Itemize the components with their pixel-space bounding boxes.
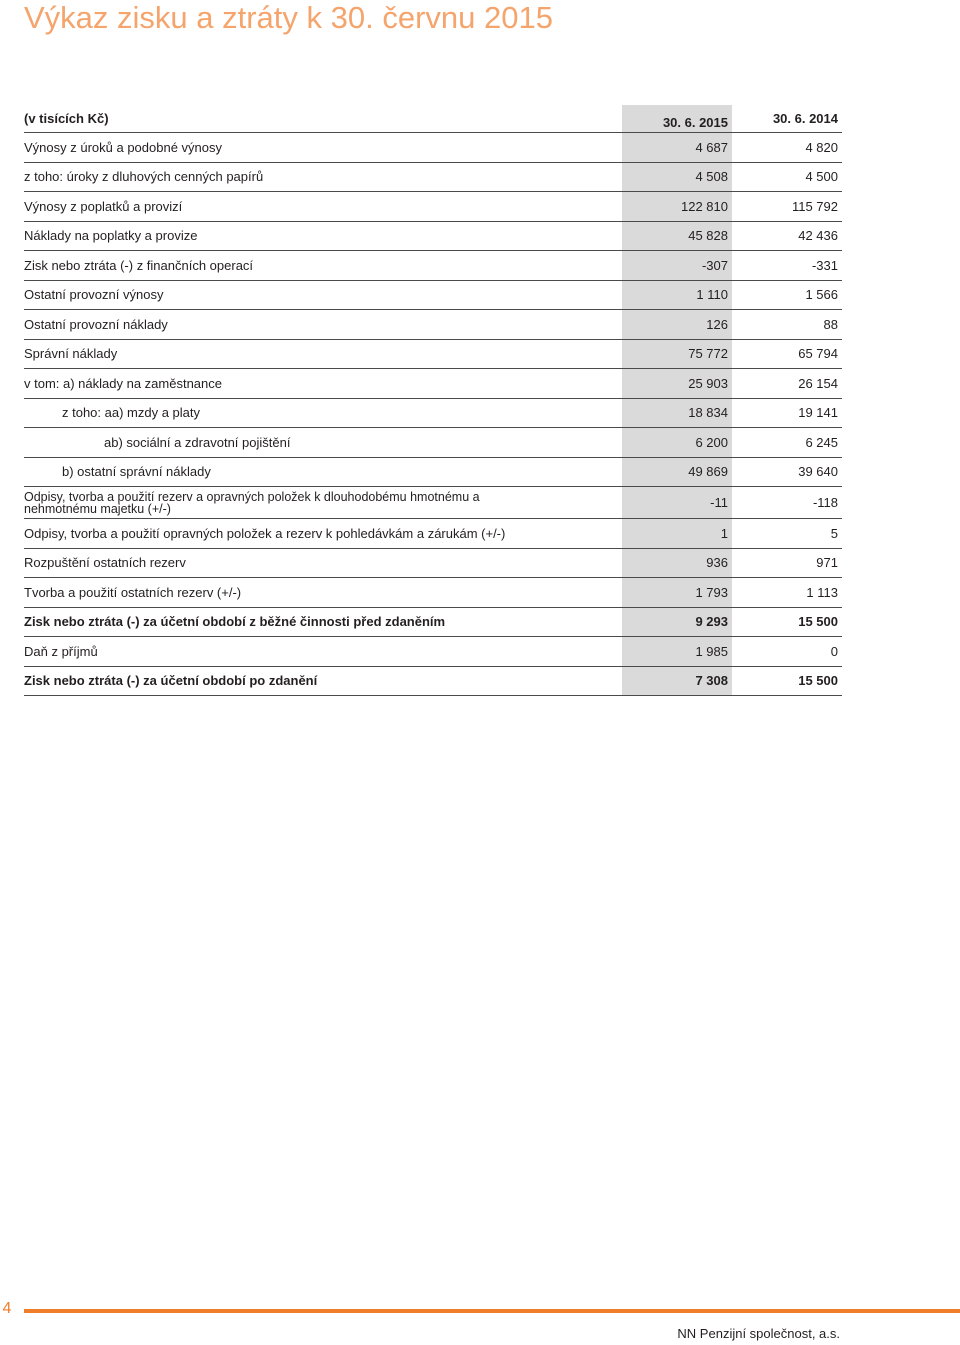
row-label: Ostatní provozní výnosy: [24, 287, 164, 303]
value-2014: 971: [816, 555, 838, 571]
value-2014: 15 500: [798, 614, 838, 630]
table-row: [24, 399, 842, 429]
value-2014: 115 792: [791, 198, 838, 214]
table-row: [24, 458, 842, 488]
row-label: Zisk nebo ztráta (-) za účetní období po zdanění: [24, 673, 318, 689]
value-2015: 7 308: [622, 667, 732, 696]
value-2015: 4 687: [622, 133, 732, 162]
row-label: z toho: aa) mzdy a platy: [62, 405, 201, 421]
value-2015: 6 200: [622, 428, 732, 457]
page-number: 4: [2, 1300, 12, 1317]
row-label: Zisk nebo ztráta (-) za účetní období z běžné činnosti před zdaněním: [24, 614, 446, 630]
row-label: z toho: úroky z dluhových cenných papírů: [24, 169, 264, 185]
row-label: Výnosy z úroků a podobné výnosy: [24, 139, 223, 155]
value-2015: 1 110: [622, 281, 732, 310]
table-row: [24, 340, 842, 370]
value-2015: 936: [622, 549, 732, 578]
page-title: Výkaz zisku a ztráty k 30. červnu 2015: [24, 0, 553, 35]
value-2015: 126: [622, 310, 732, 339]
column-header-2014: 30. 6. 2014: [772, 111, 838, 126]
row-label: v tom: a) náklady na zaměstnance: [24, 375, 222, 391]
table-row: [24, 549, 842, 579]
value-2014: 4 820: [805, 139, 838, 155]
income-statement-table: [24, 105, 842, 696]
row-label: Tvorba a použití ostatních rezerv (+/-): [24, 584, 242, 600]
row-label: Rozpuštění ostatních rezerv: [24, 555, 186, 571]
row-label: Zisk nebo ztráta (-) z finančních operací: [24, 257, 254, 273]
value-2014: 26 154: [798, 375, 838, 391]
value-2015: -307: [622, 251, 732, 280]
value-2014: 0: [830, 643, 838, 659]
value-2015: -11: [622, 487, 732, 518]
value-2014: 42 436: [798, 228, 838, 244]
value-2014: 6 245: [805, 434, 838, 450]
row-label: Daň z příjmů: [24, 643, 98, 659]
value-2015: 45 828: [622, 222, 732, 251]
table-row: [24, 369, 842, 399]
value-2014: 39 640: [798, 464, 838, 480]
value-2014: 65 794: [798, 346, 838, 362]
row-label: Správní náklady: [24, 346, 118, 362]
table-row: [24, 310, 842, 340]
row-label: b) ostatní správní náklady: [62, 464, 211, 480]
table-row: [24, 251, 842, 281]
value-2014: -118: [812, 495, 838, 510]
row-label: Odpisy, tvorba a použití opravných položek a rezerv k pohledávkám a zárukám (+/-): [24, 525, 506, 541]
table-row: [24, 133, 842, 163]
value-2014: 4 500: [805, 169, 838, 185]
table-row: [24, 487, 842, 519]
row-label: ab) sociální a zdravotní pojištění: [104, 434, 291, 450]
value-2014: 88: [823, 316, 838, 332]
value-2015: 122 810: [622, 192, 732, 221]
table-header-row: [24, 105, 842, 133]
table-row: [24, 428, 842, 458]
row-label: Výnosy z poplatků a provizí: [24, 198, 183, 214]
value-2014: 1 113: [806, 584, 838, 600]
value-2014: 5: [830, 525, 838, 541]
value-2015: 49 869: [622, 458, 732, 487]
value-2014: -331: [811, 257, 838, 273]
company-name: NN Penzijní společnost, a.s.: [677, 1326, 840, 1341]
table-row: [24, 519, 842, 549]
table-row-subtotal: [24, 608, 842, 638]
value-2015: 75 772: [622, 340, 732, 369]
value-2015: 1 985: [622, 637, 732, 666]
value-2015: 18 834: [622, 399, 732, 428]
row-label: Náklady na poplatky a provize: [24, 228, 198, 244]
column-header-2015: 30. 6. 2015: [622, 105, 732, 132]
table-row: [24, 578, 842, 608]
table-row: [24, 637, 842, 667]
unit-label: (v tisících Kč): [24, 111, 109, 126]
row-label: Ostatní provozní náklady: [24, 316, 168, 332]
value-2014: 1 566: [805, 287, 838, 303]
table-row: [24, 281, 842, 311]
value-2015: 4 508: [622, 163, 732, 192]
value-2014: 19 141: [798, 405, 838, 421]
value-2015: 25 903: [622, 369, 732, 398]
value-2015: 9 293: [622, 608, 732, 637]
table-row-total: [24, 667, 842, 697]
value-2014: 15 500: [798, 673, 838, 689]
table-row: [24, 222, 842, 252]
row-label: Odpisy, tvorba a použití rezerv a opravných položek k dlouhodobému hmotnému a nehmotnému majetku (+/-): [24, 489, 480, 516]
table-row: [24, 163, 842, 193]
table-row: [24, 192, 842, 222]
value-2015: 1: [622, 519, 732, 548]
value-2015: 1 793: [622, 578, 732, 607]
footer-divider: [24, 1309, 960, 1313]
